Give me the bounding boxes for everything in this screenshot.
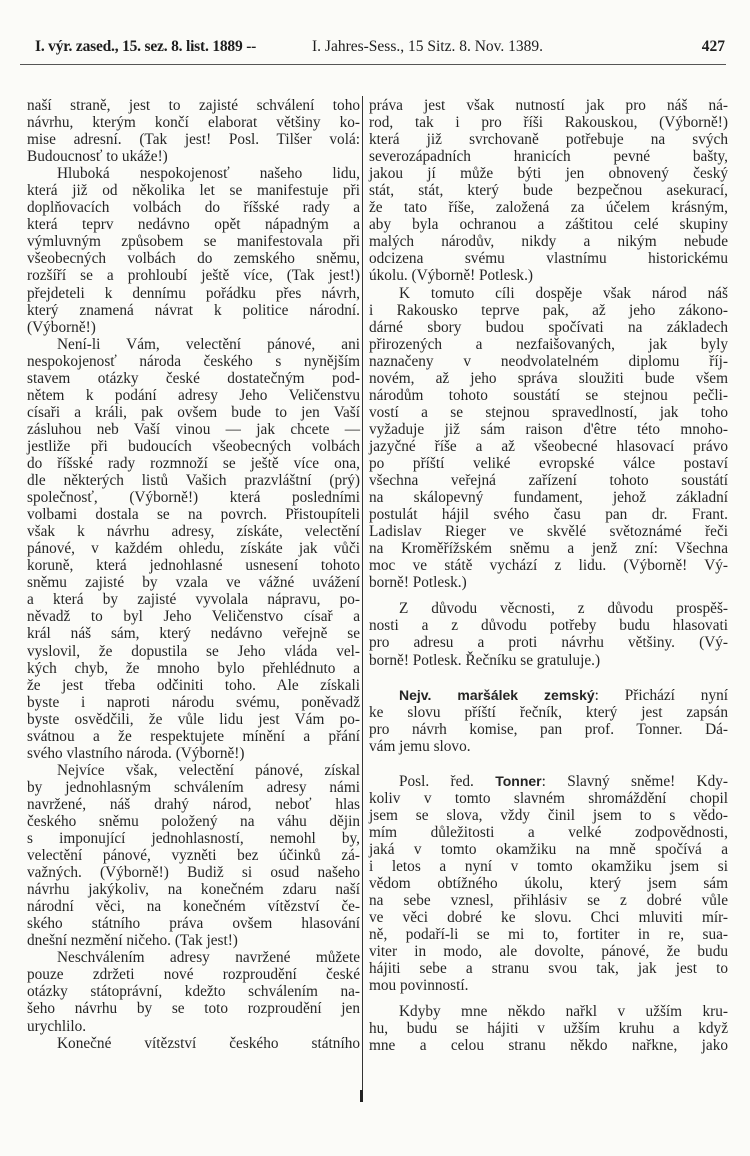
text-line <box>27 711 360 728</box>
line-text: svátnou a že respektujete mínění a přání <box>27 727 360 745</box>
text-line <box>27 847 360 864</box>
text-line <box>369 600 728 617</box>
line-text: Z důvodu věcnosti, z důvodu prospěš- <box>399 600 728 618</box>
text-line <box>369 909 728 926</box>
line-text: urychlilo. <box>27 1017 87 1035</box>
line-text: koliv v tomto slavném shromáždění chopil <box>369 789 728 807</box>
line-text: vyslovil, že dopustila se Jeho vláda vel- <box>27 642 360 660</box>
text-line <box>27 1000 360 1017</box>
line-text: dle některých listů Vašich prazvláštní (prý) <box>27 472 360 490</box>
line-text: úkolu. (Výborně! Potlesk.) <box>369 267 533 285</box>
text-line <box>27 660 360 677</box>
line-text: koruně, která jednohlasné usnesení tohoto <box>27 557 360 575</box>
text-line <box>369 267 728 284</box>
line-text: pánové, v každém ohledu, získáte jak vůči <box>27 540 360 558</box>
line-text: Nejvíce však, velectění pánové, získal <box>57 761 360 779</box>
line-text: hu, budu se hájiti v užším kruhu a když <box>369 1020 728 1038</box>
text-line <box>369 721 728 738</box>
text-line <box>369 738 728 755</box>
line-text: Budoucnosť to ukáže!) <box>27 148 168 166</box>
line-text: českého sněmu položený na váhu dějin <box>27 812 360 830</box>
text-line <box>369 574 728 591</box>
text-line <box>27 898 360 915</box>
line-text: vyžaduje již sám raison d'être této mnoho- <box>369 420 728 438</box>
line-text: která teprv nedávno opět nápadným a <box>27 216 360 234</box>
line-text: s imponující jednohlasností, nemohl by, <box>27 830 360 848</box>
line-text: kých chyb, že mnoho bylo přehlédnuto a <box>27 659 360 677</box>
text-line <box>369 250 728 267</box>
text-line <box>369 773 728 790</box>
text-line <box>27 625 360 642</box>
line-text: Neschválením adresy navržené můžete <box>57 949 360 967</box>
text-line <box>369 977 728 994</box>
text-line <box>369 943 728 960</box>
speaker-name: Tonner <box>495 772 542 789</box>
text-line <box>27 336 360 353</box>
line-text: by jednohlasným schválením adresy námi <box>27 778 360 796</box>
text-line <box>27 97 360 114</box>
text-line <box>27 455 360 472</box>
line-text: všeobecných volbách do zemského sněmu, <box>27 250 360 268</box>
line-text: naší straně, jest to zajisté schválení toho <box>27 97 360 114</box>
text-line <box>369 617 728 634</box>
line-text: doplňovacích volbách do říšské rady a <box>27 199 360 217</box>
header-rule <box>20 64 726 65</box>
text-line <box>369 858 728 875</box>
text-line <box>27 608 360 625</box>
line-text: společnosť, (Výborně!) která posledními <box>27 489 360 507</box>
text-line <box>27 267 360 284</box>
text-line <box>369 489 728 506</box>
line-text: ke slovu příští řečník, který jest zapsán <box>369 703 728 721</box>
text-line <box>369 455 728 472</box>
text-line <box>369 182 728 199</box>
line-text: národní věci, na konečném vítězství če- <box>27 898 360 916</box>
line-text: zásluhou neb Vaší vinou — jak chcete — <box>27 420 360 438</box>
text-line <box>27 233 360 250</box>
text-line <box>369 199 728 216</box>
line-text: pouze zdržeti nové rozproudění české <box>27 966 360 984</box>
line-text: mne a celou stranu někdo nařkne, jako <box>369 1037 728 1055</box>
text-line <box>369 97 728 114</box>
text-line <box>369 404 728 421</box>
text-line <box>369 285 728 302</box>
text-line <box>369 319 728 336</box>
line-text: která již od několika let se manifestuje při <box>27 182 360 200</box>
text-line <box>369 960 728 977</box>
header-separator: -- <box>246 38 257 55</box>
text-line <box>369 807 728 824</box>
header-czech-text: I. výr. zased., 15. sez. 8. list. 1889 <box>35 38 243 55</box>
text-line <box>369 523 728 540</box>
line-text: Ladislav Rieger ve skvělé světoznámé řeči <box>369 523 728 541</box>
text-line <box>27 216 360 233</box>
text-line <box>369 336 728 353</box>
running-header <box>35 38 725 60</box>
line-text: jaká v tomto okamžiku na mně spočívá a <box>369 840 728 858</box>
line-text: volbami dostala se na povrch. Přistoupíteli <box>27 506 360 524</box>
line-text: návrhu, kterým končí elaborat většiny ko- <box>27 114 360 132</box>
text-line <box>27 1035 360 1052</box>
line-text: otázky státoprávní, kdežto schválením na- <box>27 983 360 1001</box>
line-text: ského státního práva ovšem hlasování <box>27 915 360 933</box>
text-line <box>369 353 728 370</box>
line-text: pro adresu a proti návrhu většiny. (Vý- <box>369 634 728 652</box>
line-text: viter in modo, ale dovolte, pánové, že budu <box>369 943 728 961</box>
line-text: návrhu jakýkoliv, na konečném zdaru naší <box>27 881 360 899</box>
header-german: I. Jahres-Sess., 15 Sitz. 8. Nov. 1389. <box>312 38 544 55</box>
text-line <box>27 1018 360 1035</box>
text-line <box>369 421 728 438</box>
text-line <box>27 250 360 267</box>
line-text: vám jemu slovo. <box>369 737 471 755</box>
text-line <box>27 114 360 131</box>
text-line <box>27 574 360 591</box>
text-line <box>27 643 360 660</box>
page-number: 427 <box>701 38 725 55</box>
text-line <box>369 634 728 651</box>
text-line <box>27 591 360 608</box>
line-text: mise adresní. (Tak jest! Posl. Tilšer volá: <box>27 131 360 149</box>
line-text: výmluvným způsobem se manifestovala při <box>27 233 360 251</box>
line-text: na skálopevný fundament, jehož základní <box>369 489 728 507</box>
text-line <box>369 302 728 319</box>
text-line <box>369 557 728 574</box>
text-line <box>369 165 728 182</box>
text-line <box>27 813 360 830</box>
text-line <box>27 302 360 319</box>
line-text: jestliže při budoucích všeobecných volbách <box>27 437 360 455</box>
text-line <box>27 864 360 881</box>
line-text: : Přichází nyní <box>594 686 729 704</box>
text-line <box>27 353 360 370</box>
text-line <box>27 523 360 540</box>
line-text: moc ve státě vychází z lidu. (Výborně! Vý- <box>369 557 728 575</box>
line-text: hájiti sebe a stranu svou tak, jak jest to <box>369 960 728 978</box>
text-line <box>27 182 360 199</box>
text-line <box>369 114 728 131</box>
text-line <box>369 1037 728 1054</box>
line-text: mím důležitosti a velké zodpovědnosti, <box>369 823 728 841</box>
text-line <box>27 489 360 506</box>
text-line <box>27 404 360 421</box>
line-text: Kdyby mne někdo nařkl v užším kru- <box>399 1003 728 1021</box>
text-line <box>27 540 360 557</box>
column-divider <box>362 96 363 1096</box>
text-line <box>27 966 360 983</box>
text-line <box>27 983 360 1000</box>
right-column <box>369 97 728 1054</box>
text-line <box>27 762 360 779</box>
text-line <box>369 704 728 721</box>
line-text: do říšské rady rozmnoží se ještě více ona, <box>27 454 360 472</box>
text-line <box>369 148 728 165</box>
line-text: naznačeny v neodvolatelném diplomu říj- <box>369 352 728 370</box>
text-line <box>369 926 728 943</box>
line-text: vědom obtížného úkolu, který jsem sám <box>369 875 728 893</box>
line-text: přirozených a nezfaišovaných, jak byly <box>369 335 728 353</box>
line-text: Hluboká nespokojenosť našeho lidu, <box>57 165 360 183</box>
header-czech <box>35 38 256 56</box>
text-line <box>27 915 360 932</box>
line-text: nětem k podání adresy Jeho Veličenstvu <box>27 386 360 404</box>
line-text: císaři a králi, pak ovšem bude to jen Vaší <box>27 403 360 421</box>
line-text: národům tohoto soustátí se stejnou pečli- <box>369 386 728 404</box>
text-line <box>27 438 360 455</box>
text-line <box>27 148 360 165</box>
line-text: jsem se slova, vždy činil jsem to s vědo- <box>369 806 728 824</box>
text-line <box>369 233 728 250</box>
text-line <box>27 131 360 148</box>
line-text: a která by zajisté vyvolala nápravu, po- <box>27 591 360 609</box>
line-text: nespokojenosť národa českého s nynějším <box>27 352 360 370</box>
line-text: (Výborně!) <box>27 318 96 336</box>
line-text: mou povinností. <box>369 977 469 995</box>
line-text: který znamená návrat k politice národní. <box>27 301 360 319</box>
line-text: pro návrh komise, pan prof. Tonner. Dá- <box>369 720 728 738</box>
text-line <box>27 694 360 711</box>
speaker-name: Nejv. maršálek zemský <box>399 686 595 703</box>
line-text: něvadž to byl Jeho Veličenstvo císař a <box>27 608 360 626</box>
line-text: která již svrchovaně potřebuje na svých <box>369 131 728 149</box>
line-text: sněmu zajisté by vzala ve vážné uvážení <box>27 574 360 592</box>
text-line <box>369 892 728 909</box>
line-text: všechna veřejná zařízení tohoto soustátí <box>369 472 728 490</box>
text-line <box>27 472 360 489</box>
line-text: navržené, náš drahý národ, neboť hlas <box>27 795 360 813</box>
line-text: přejdeteli k dennímu pořádku přes návrh, <box>27 284 360 302</box>
line-text: že jest třeba odčiniti toho. Ale získali <box>27 676 360 694</box>
line-text: Konečné vítězství českého státního <box>57 1034 360 1052</box>
line-text: i Rakousko teprve pak, až jeho zákono- <box>369 301 728 319</box>
line-text: borně! Potlesk. Řečníku se gratuluje.) <box>369 651 601 669</box>
text-line <box>369 1003 728 1020</box>
text-line <box>27 881 360 898</box>
text-line <box>27 949 360 966</box>
line-text: byste osvědčili, že vůle lidu jest Vám po- <box>27 710 360 728</box>
line-text: vostí a se stejnou spravedlností, jak toho <box>369 403 728 421</box>
line-text: : Slavný sněme! Kdy- <box>541 772 728 790</box>
line-text: svého vlastního národa. (Výborně!) <box>27 744 245 762</box>
text-line <box>27 830 360 847</box>
line-text: i letos a nyní v tomto okamžiku jsem si <box>369 857 728 875</box>
line-text: stavem otázky české dostatečným pod- <box>27 369 360 387</box>
line-text: borně! Potlesk.) <box>369 574 467 592</box>
line-text: dárné sbory budou spočívati na základech <box>369 318 728 336</box>
text-line <box>369 216 728 233</box>
text-line <box>369 841 728 858</box>
line-text: jazyčné říše a až všeobecné hlasovací právo <box>369 437 728 455</box>
line-text: po příští veliké evropské válce postaví <box>369 454 728 472</box>
line-text: stát, stát, který bude bezpečnou asekurací, <box>369 182 728 200</box>
text-line <box>27 728 360 745</box>
text-line <box>27 506 360 523</box>
text-line <box>369 652 728 669</box>
text-line <box>27 285 360 302</box>
line-text: severozápadních hranicích pevné bašty, <box>369 148 728 166</box>
line-text: rozšíří se a prohloubí ještě více, (Tak jest!) <box>27 267 360 285</box>
text-line <box>27 165 360 182</box>
line-text: odcizena svému vlastnímu historickému <box>369 250 728 268</box>
line-text: král náš sám, který nedávno veřejně se <box>27 625 360 643</box>
column-divider-end-mark <box>360 1090 363 1102</box>
line-text: novém, až jeho správa sloužiti bude všem <box>369 369 728 387</box>
line-text: nosti a z důvodu potřeby budu hlasovati <box>369 617 728 635</box>
text-line <box>27 779 360 796</box>
text-line <box>369 131 728 148</box>
text-line <box>27 557 360 574</box>
text-line <box>369 370 728 387</box>
speaker-title: Posl. řed. <box>399 772 496 790</box>
line-text: aby byla ochranou a záštitou celé skupiny <box>369 216 728 234</box>
text-line <box>27 199 360 216</box>
text-line <box>27 370 360 387</box>
text-line <box>369 687 728 704</box>
line-text: však k návrhu adresy, získáte, velectění <box>27 523 360 541</box>
line-text: jakou jí může býti jen obnovený český <box>369 165 728 183</box>
line-text: rod, tak i pro říši Rakouskou, (Výborně!) <box>369 114 728 132</box>
line-text: dnešní nezmění ničeho. (Tak jest!) <box>27 932 238 950</box>
line-text: ve věci dobré ke slovu. Chci mluviti mír- <box>369 909 728 927</box>
text-line <box>27 796 360 813</box>
text-line <box>27 387 360 404</box>
line-text: važných. (Výborně!) Budiž si osud našeho <box>27 864 360 882</box>
text-line <box>369 438 728 455</box>
line-text: na Kroměřížském sněmu a jenž zní: Všechna <box>369 540 728 558</box>
line-text: Není-li Vám, velectění pánové, ani <box>57 335 360 353</box>
line-text: malých národův, nikdy a nikým nebude <box>369 233 728 251</box>
line-text: šeho návrhu by se toto rozproudění jen <box>27 1000 360 1018</box>
text-line <box>27 421 360 438</box>
text-line <box>369 472 728 489</box>
line-text: práva jest však nutností jak pro náš ná- <box>369 97 728 114</box>
text-line <box>27 677 360 694</box>
text-line <box>369 387 728 404</box>
line-text: postulát hájil svého času pan dr. Frant. <box>369 506 728 524</box>
text-line <box>27 319 360 336</box>
left-column <box>27 97 360 1052</box>
line-text: ně, podaří-li se mi to, fortiter in re, sua- <box>369 926 728 944</box>
line-text: že tato říše, založená za účelem krásným, <box>369 199 728 217</box>
line-text: K tomuto cíli dospěje však národ náš <box>399 284 728 302</box>
text-line <box>369 540 728 557</box>
text-line <box>369 1020 728 1037</box>
text-line <box>369 875 728 892</box>
text-line <box>369 790 728 807</box>
text-line <box>27 745 360 762</box>
text-line <box>369 506 728 523</box>
text-line <box>369 824 728 841</box>
text-line <box>27 932 360 949</box>
line-text: byste i naproti národu svému, poněvadž <box>27 693 360 711</box>
line-text: na sebe vznesl, přihlásiv se z dobré vůle <box>369 892 728 910</box>
line-text: velectění pánové, vyzněti bez účinků zá- <box>27 847 360 865</box>
